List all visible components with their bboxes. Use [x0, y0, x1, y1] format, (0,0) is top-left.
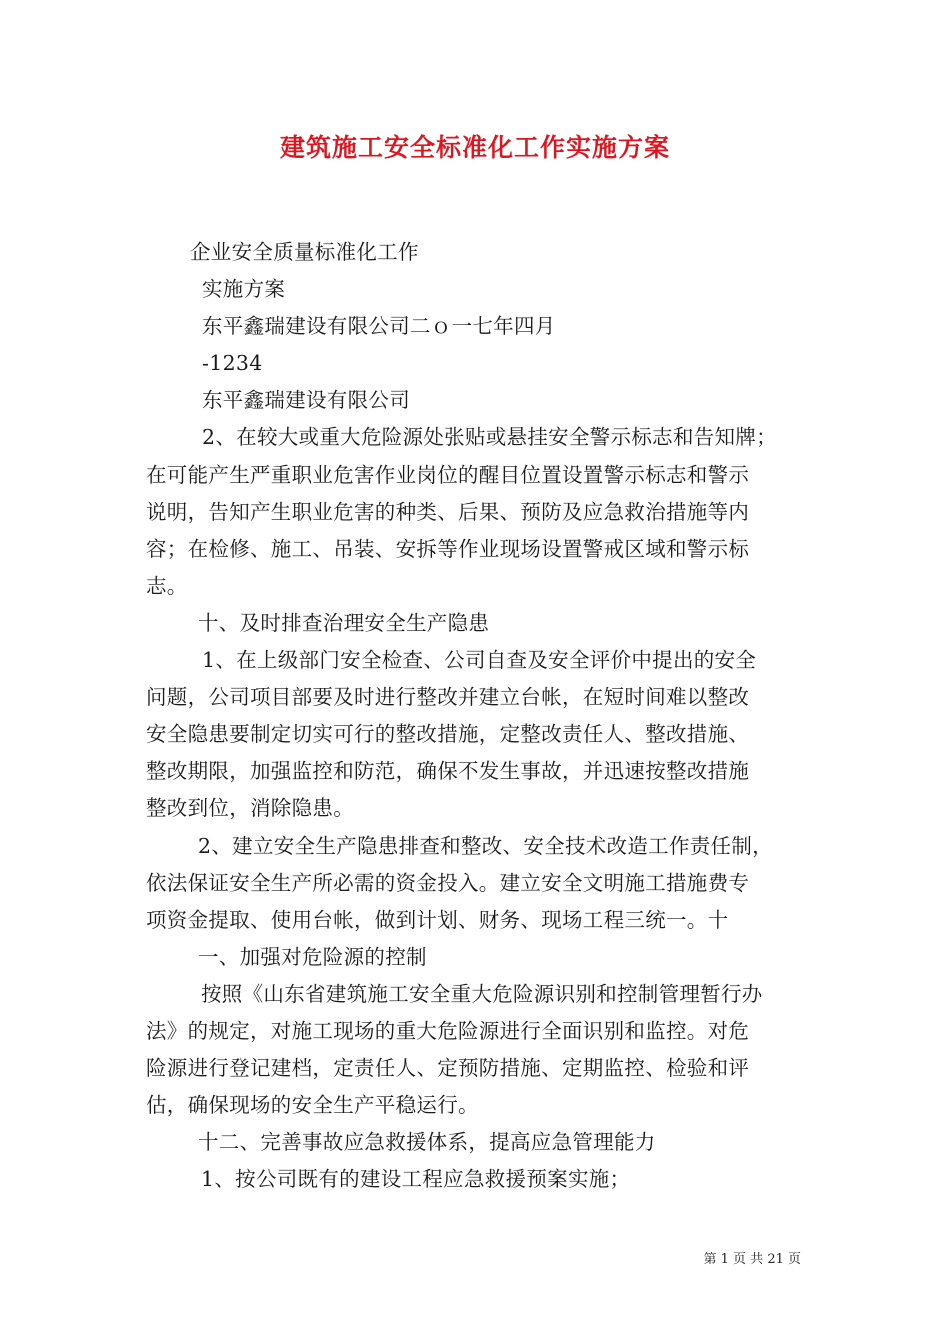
- body-line: 容；在检修、施工、吊装、安拆等作业现场设置警戒区域和警示标: [146, 536, 750, 561]
- body-line: 志。: [146, 573, 188, 598]
- body-line: -1234: [202, 351, 263, 376]
- body-line: 2、在较大或重大危险源处张贴或悬挂安全警示标志和告知牌；: [202, 425, 777, 450]
- body-line: 法》的规定，对施工现场的重大危险源进行全面识别和监控。对危: [146, 1018, 750, 1043]
- body-line: 企业安全质量标准化工作: [190, 240, 419, 264]
- document-title: 建筑施工安全标准化工作实施方案: [279, 133, 670, 162]
- section-heading: 十、及时排查治理安全生产隐患: [198, 610, 490, 635]
- body-line: 安全隐患要制定切实可行的整改措施，定整改责任人、整改措施、: [146, 722, 750, 747]
- body-line: 说明，告知产生职业危害的种类、后果、预防及应急救治措施等内: [146, 499, 750, 524]
- body-line: 整改期限，加强监控和防范，确保不发生事故，并迅速按整改措施: [146, 759, 750, 784]
- body-line: 2、建立安全生产隐患排查和整改、安全技术改造工作责任制，: [198, 833, 773, 858]
- document-body: [146, 234, 814, 1198]
- body-line: 项资金提取、使用台帐，做到计划、财务、现场工程三统一。十: [146, 907, 729, 932]
- body-line: 1、按公司既有的建设工程应急救援预案实施；: [201, 1167, 631, 1192]
- page-number: 第 1 页 共 21 页: [703, 1252, 801, 1267]
- body-line: 整改到位，消除隐患。: [146, 796, 354, 821]
- body-line: 问题，公司项目部要及时进行整改并建立台帐，在短时间难以整改: [146, 685, 750, 710]
- body-line: 估，确保现场的安全生产平稳运行。: [146, 1093, 479, 1118]
- body-line: 东平鑫瑞建设有限公司: [202, 388, 410, 413]
- body-line: 按照《山东省建筑施工安全重大危险源识别和控制管理暂行办: [201, 981, 763, 1006]
- section-heading: 一、加强对危险源的控制: [198, 944, 427, 969]
- body-line: 实施方案: [202, 277, 286, 302]
- body-line: 险源进行登记建档，定责任人、定预防措施、定期监控、检验和评: [146, 1056, 750, 1081]
- body-line: 在可能产生严重职业危害作业岗位的醒目位置设置警示标志和警示: [146, 462, 750, 487]
- section-heading: 十二、完善事故应急救援体系，提高应急管理能力: [198, 1130, 656, 1155]
- body-line: 依法保证安全生产所必需的资金投入。建立安全文明施工措施费专: [146, 870, 750, 895]
- body-line: 1、在上级部门安全检查、公司自查及安全评价中提出的安全: [202, 648, 757, 673]
- body-line: 东平鑫瑞建设有限公司二ｏ一七年四月: [202, 314, 556, 339]
